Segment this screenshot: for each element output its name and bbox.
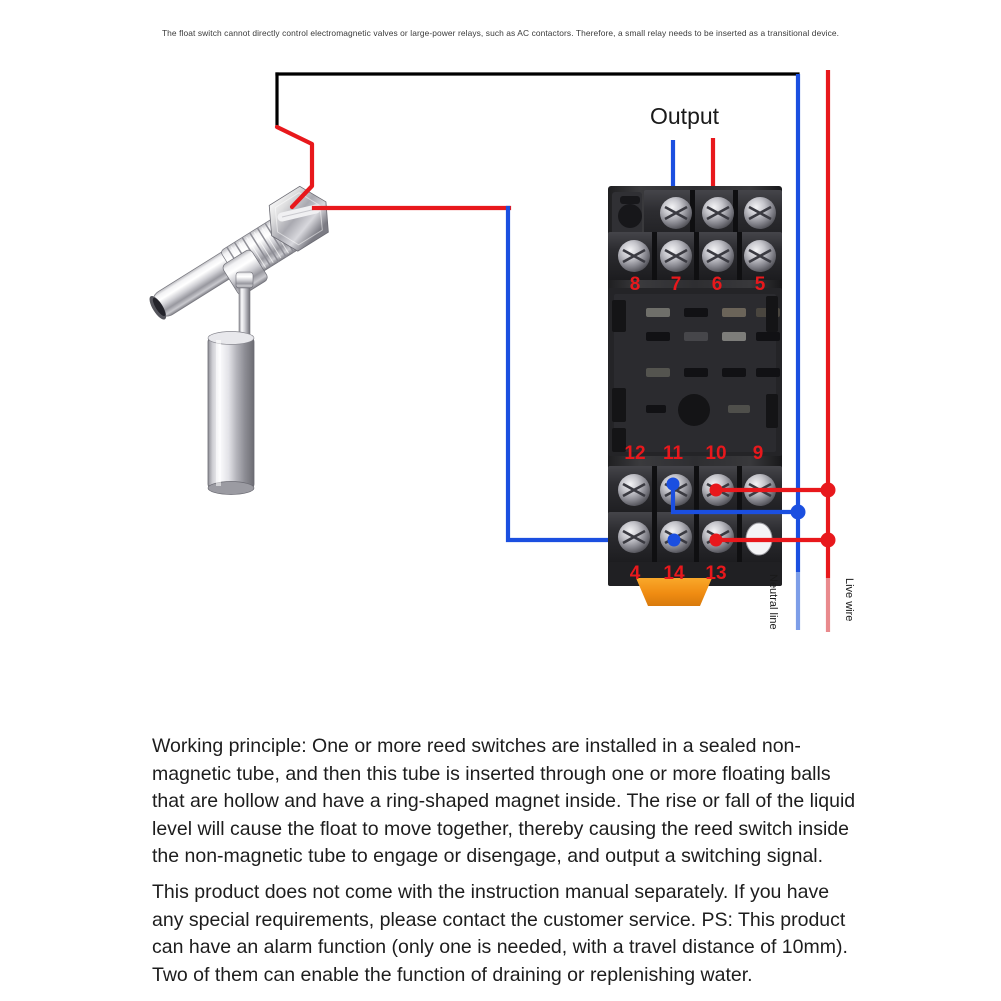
- live-wire-label: Live wire: [843, 578, 855, 622]
- float-switch-illustration: [146, 179, 340, 495]
- terminal-number-5: 5: [754, 274, 766, 295]
- terminal-number-11: 11: [662, 443, 684, 464]
- live-junction-dot-upper: [821, 483, 836, 498]
- terminal-number-6: 6: [711, 274, 723, 295]
- terminal-13-junction-dot: [710, 534, 723, 547]
- terminal-10-junction-dot: [710, 484, 723, 497]
- terminal-14-junction-dot: [668, 534, 681, 547]
- relay-socket: [608, 186, 782, 606]
- output-label: Output: [650, 103, 720, 129]
- black-signal-wire: [277, 74, 798, 126]
- neutral-line-label: Neutral line: [767, 574, 779, 630]
- terminal-number-14: 14: [663, 563, 685, 584]
- neutral-junction-dot: [791, 505, 806, 520]
- float-ball: [208, 332, 254, 495]
- terminal-number-4: 4: [629, 563, 641, 584]
- working-principle-paragraph: Working principle: One or more reed switches are installed in a sealed non-magnetic tube, and then this tube is inserted through one or more floating balls that are hollow and have a ring-shaped magnet inside. The rise or fall of the liquid level will cause the float to move together, thereby causing the reed switch inside the non-magnetic tube to engage or disengage, and output a switching signal.: [152, 735, 856, 867]
- live-junction-dot-lower: [821, 533, 836, 548]
- terminal-number-7: 7: [670, 274, 682, 295]
- terminal-number-10: 10: [705, 443, 727, 464]
- product-note-paragraph: This product does not come with the instruction manual separately. If you have any special requirements, please contact the customer service. PS: This product can have an alarm function (only one is needed, with a travel distance of 10mm). Two of them can enable the function of draining or replenishing water.: [152, 881, 848, 986]
- socket-screws-row1: [660, 197, 776, 229]
- terminal-number-9: 9: [752, 443, 764, 464]
- terminal-11-junction-dot: [667, 478, 680, 491]
- terminal-number-8: 8: [629, 274, 641, 295]
- terminal-number-12: 12: [624, 443, 646, 464]
- header-note: The float switch cannot directly control electromagnetic valves or large-power relays, such as AC contactors. Therefore, a small relay needs to be inserted as a transitional device.: [161, 28, 840, 38]
- terminal-number-13: 13: [705, 563, 727, 584]
